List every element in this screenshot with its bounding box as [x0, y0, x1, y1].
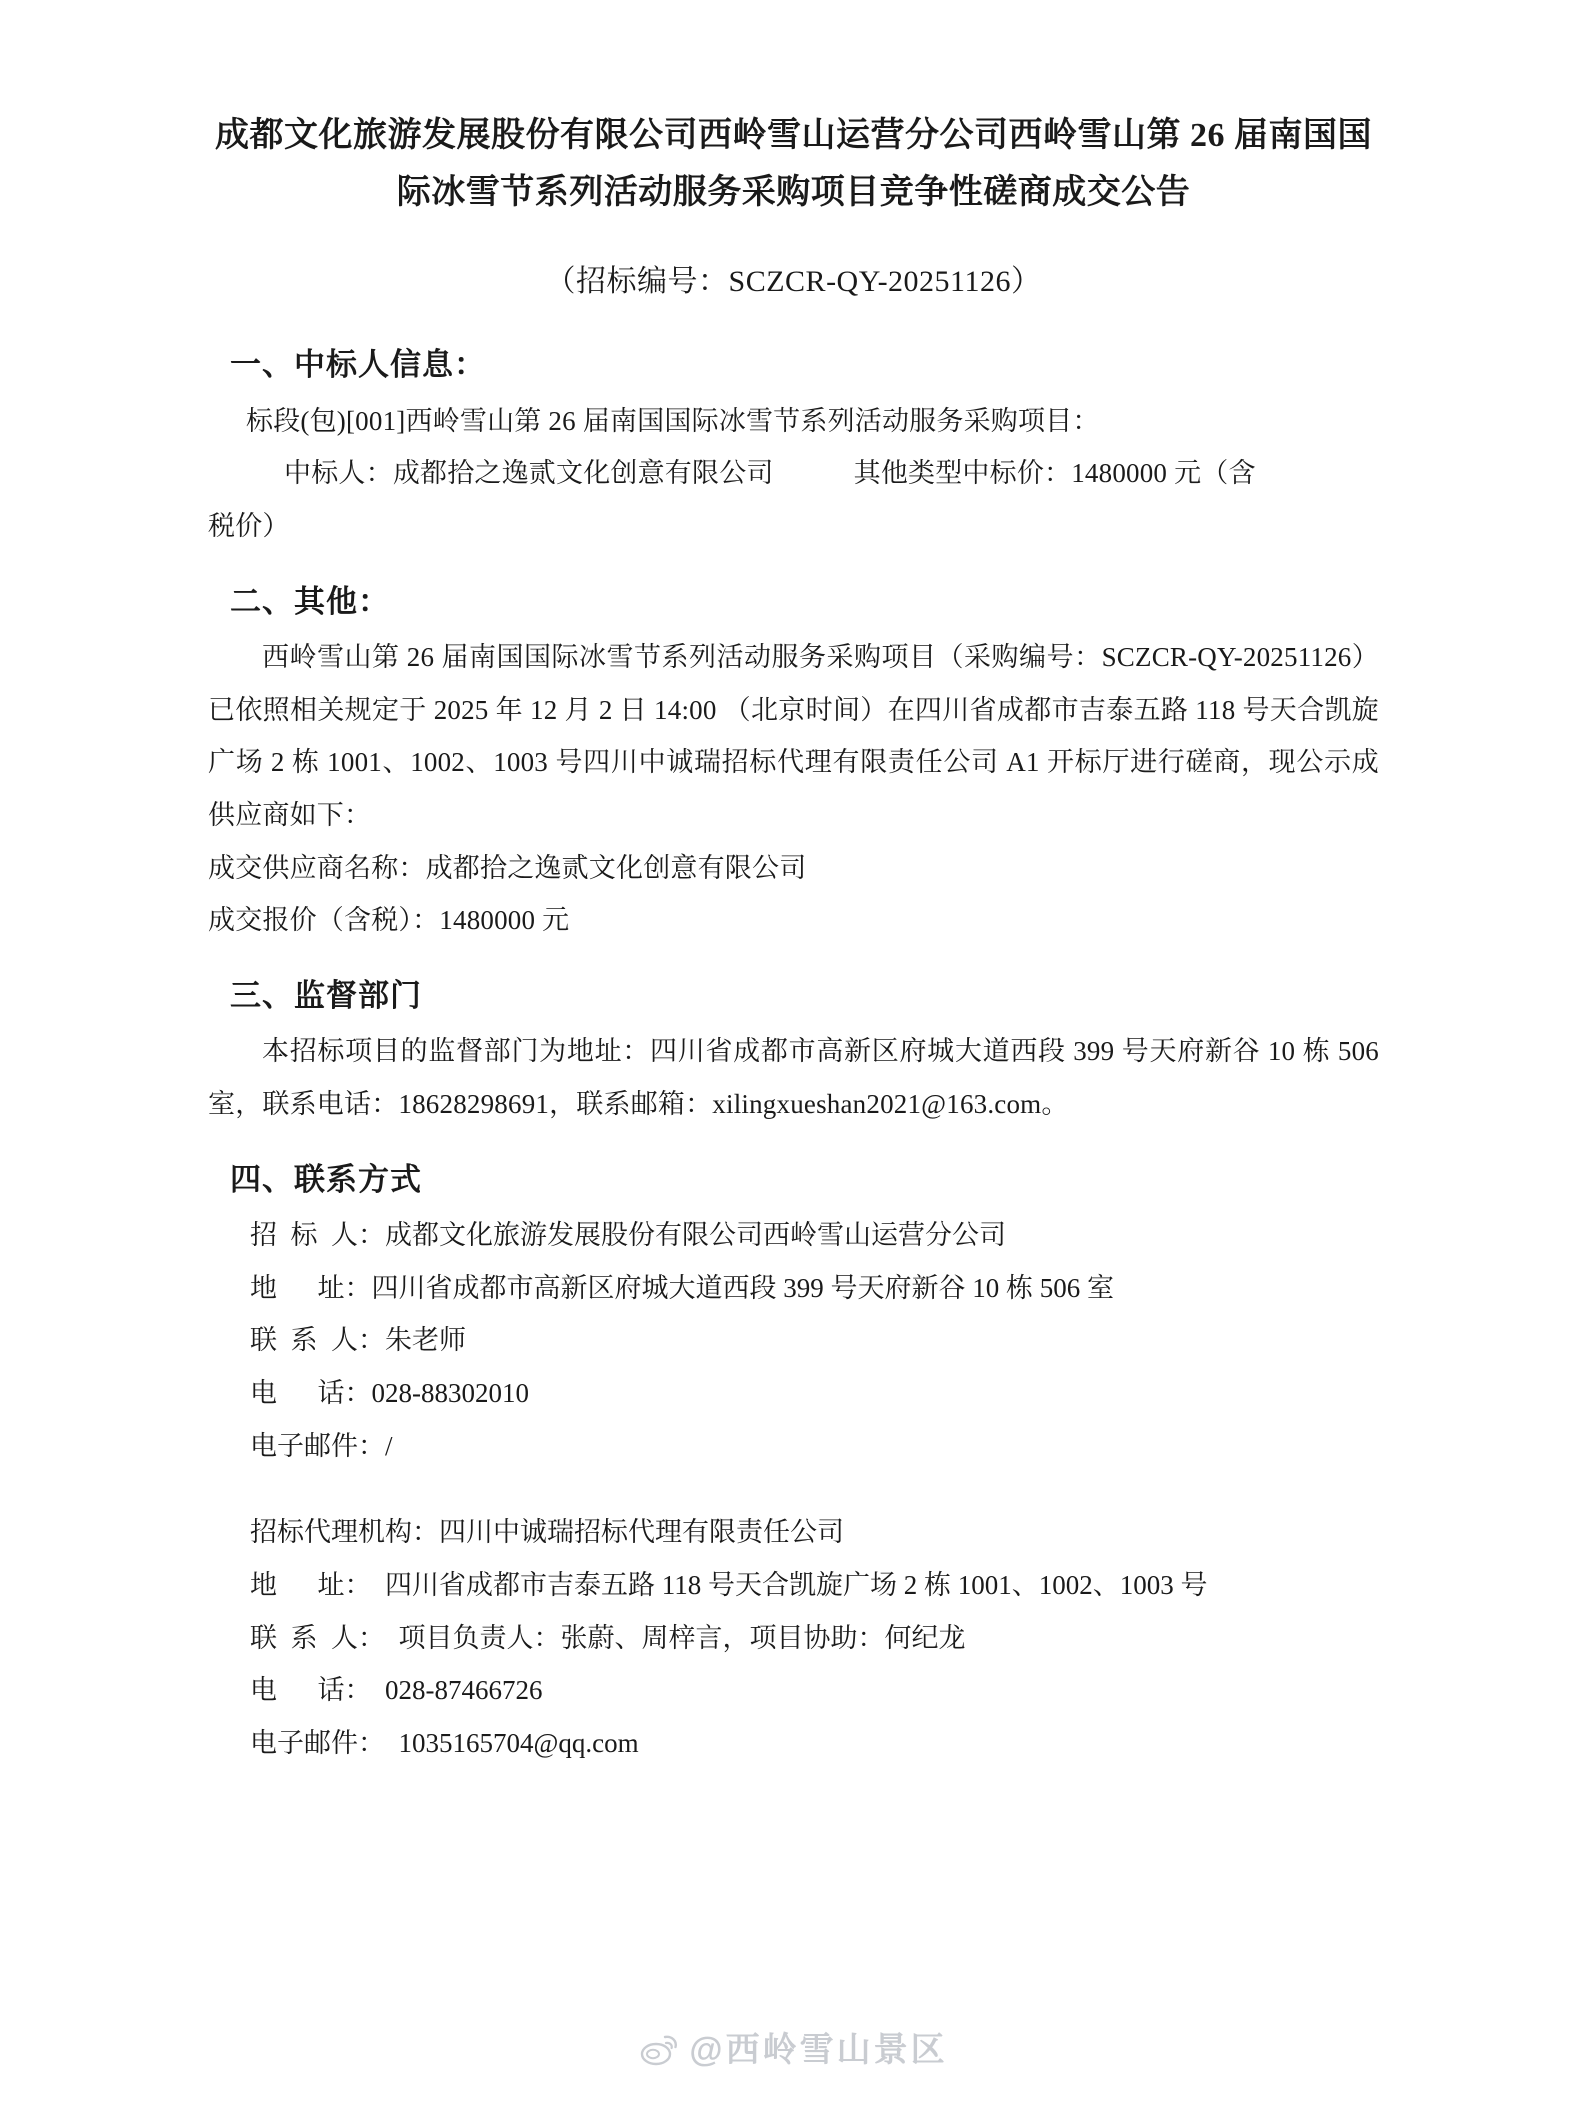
contact-row-phone [208, 1367, 1379, 1420]
watermark-text: @西岭雪山景区 [689, 2031, 948, 2069]
contact-row-tenderer [208, 1209, 1379, 1262]
contact-block-spacer [208, 1472, 1379, 1506]
page-title-line-1: 成都文化旅游发展股份有限公司西岭雪山运营分公司西岭雪山第 26 届南国国 [215, 117, 1372, 154]
section-heading-other: 二、其他： [230, 583, 390, 619]
agency-address-label: 地 址： [250, 1570, 372, 1601]
contact-row-agency-address [208, 1559, 1379, 1612]
contact-row-agency-contact [208, 1612, 1379, 1665]
agency-address-value: 四川省成都市吉泰五路 118 号天合凯旋广场 2 栋 1001、1002、1003 号 [371, 1570, 1208, 1601]
contact-row-agency [208, 1506, 1379, 1559]
contact-person-label: 联 系 人： [250, 1325, 385, 1356]
section-heading-supervision: 三、监督部门 [230, 977, 422, 1013]
agency-phone-label: 电 话： [250, 1675, 372, 1706]
price-wrap-line: 税价） [208, 510, 290, 541]
weibo-logo-icon [639, 2032, 679, 2066]
contact-row-person [208, 1314, 1379, 1367]
phone-value: 028-88302010 [371, 1378, 529, 1409]
winner-label: 中标人： [284, 458, 393, 489]
tenderer-value: 成都文化旅游发展股份有限公司西岭雪山运营分公司 [385, 1220, 1006, 1251]
email-label: 电子邮件： [250, 1430, 385, 1461]
winner-name: 成都拾之逸贰文化创意有限公司 [392, 458, 774, 489]
tender-number-subtitle: （招标编号：SCZCR-QY-20251126） [545, 265, 1042, 299]
address-label: 地 址： [250, 1272, 372, 1303]
email-value: / [385, 1430, 393, 1461]
agency-contact-value: 项目负责人：张蔚、周梓言，项目协助：何纪龙 [385, 1622, 966, 1653]
agency-value: 四川中诚瑞招标代理有限责任公司 [439, 1517, 844, 1548]
price-label: 其他类型中标价： [853, 458, 1072, 489]
supervision-paragraph: 本招标项目的监督部门为地址：四川省成都市高新区府城大道西段 399 号天府新谷 10 栋 506 室，联系电话：18628298691，联系邮箱：xilingxueshan2021@163.com。 [208, 1036, 1379, 1120]
winner-price-line [208, 447, 1379, 500]
price-value: 1480000 元（含 [1071, 458, 1256, 489]
tenderer-label: 招 标 人： [250, 1220, 385, 1251]
successful-supplier-line: 成交供应商名称：成都拾之逸贰文化创意有限公司 [208, 852, 807, 883]
phone-label: 电 话： [250, 1378, 372, 1409]
contact-row-address [208, 1262, 1379, 1315]
other-paragraph: 西岭雪山第 26 届南国国际冰雪节系列活动服务采购项目（采购编号：SCZCR-QY-20251126）已依照相关规定于 2025 年 12 月 2 日 14:00 （北京时间）在四川省成都市吉泰五路 118 号天合凯旋广场 2 栋 1001、1002、1003 号四川中诚瑞招标代理有限责任公司 A1 开标厅进行磋商，现公示成供应商如下： [208, 642, 1379, 830]
contact-row-agency-email [208, 1717, 1379, 1770]
section-heading-winner-info: 一、中标人信息： [230, 347, 486, 383]
agency-email-value: 1035165704@qq.com [385, 1727, 639, 1758]
section-heading-contact: 四、联系方式 [230, 1161, 422, 1197]
contact-person-value: 朱老师 [385, 1325, 466, 1356]
agency-contact-label: 联 系 人： [250, 1622, 385, 1653]
agency-label: 招标代理机构： [250, 1517, 439, 1548]
address-value: 四川省成都市高新区府城大道西段 399 号天府新谷 10 栋 506 室 [371, 1272, 1114, 1303]
contact-row-email [208, 1420, 1379, 1473]
agency-phone-value: 028-87466726 [371, 1675, 543, 1706]
weibo-watermark [0, 2022, 1587, 2071]
lot-description: 标段(包)[001]西岭雪山第 26 届南国国际冰雪节系列活动服务采购项目： [246, 405, 1100, 436]
document-title-block [208, 108, 1379, 306]
page-title-line-2: 际冰雪节系列活动服务采购项目竞争性磋商成交公告 [396, 174, 1191, 212]
contact-row-agency-phone [208, 1664, 1379, 1717]
agency-email-label: 电子邮件： [250, 1727, 385, 1758]
successful-amount-line: 成交报价（含税）：1480000 元 [208, 905, 570, 936]
